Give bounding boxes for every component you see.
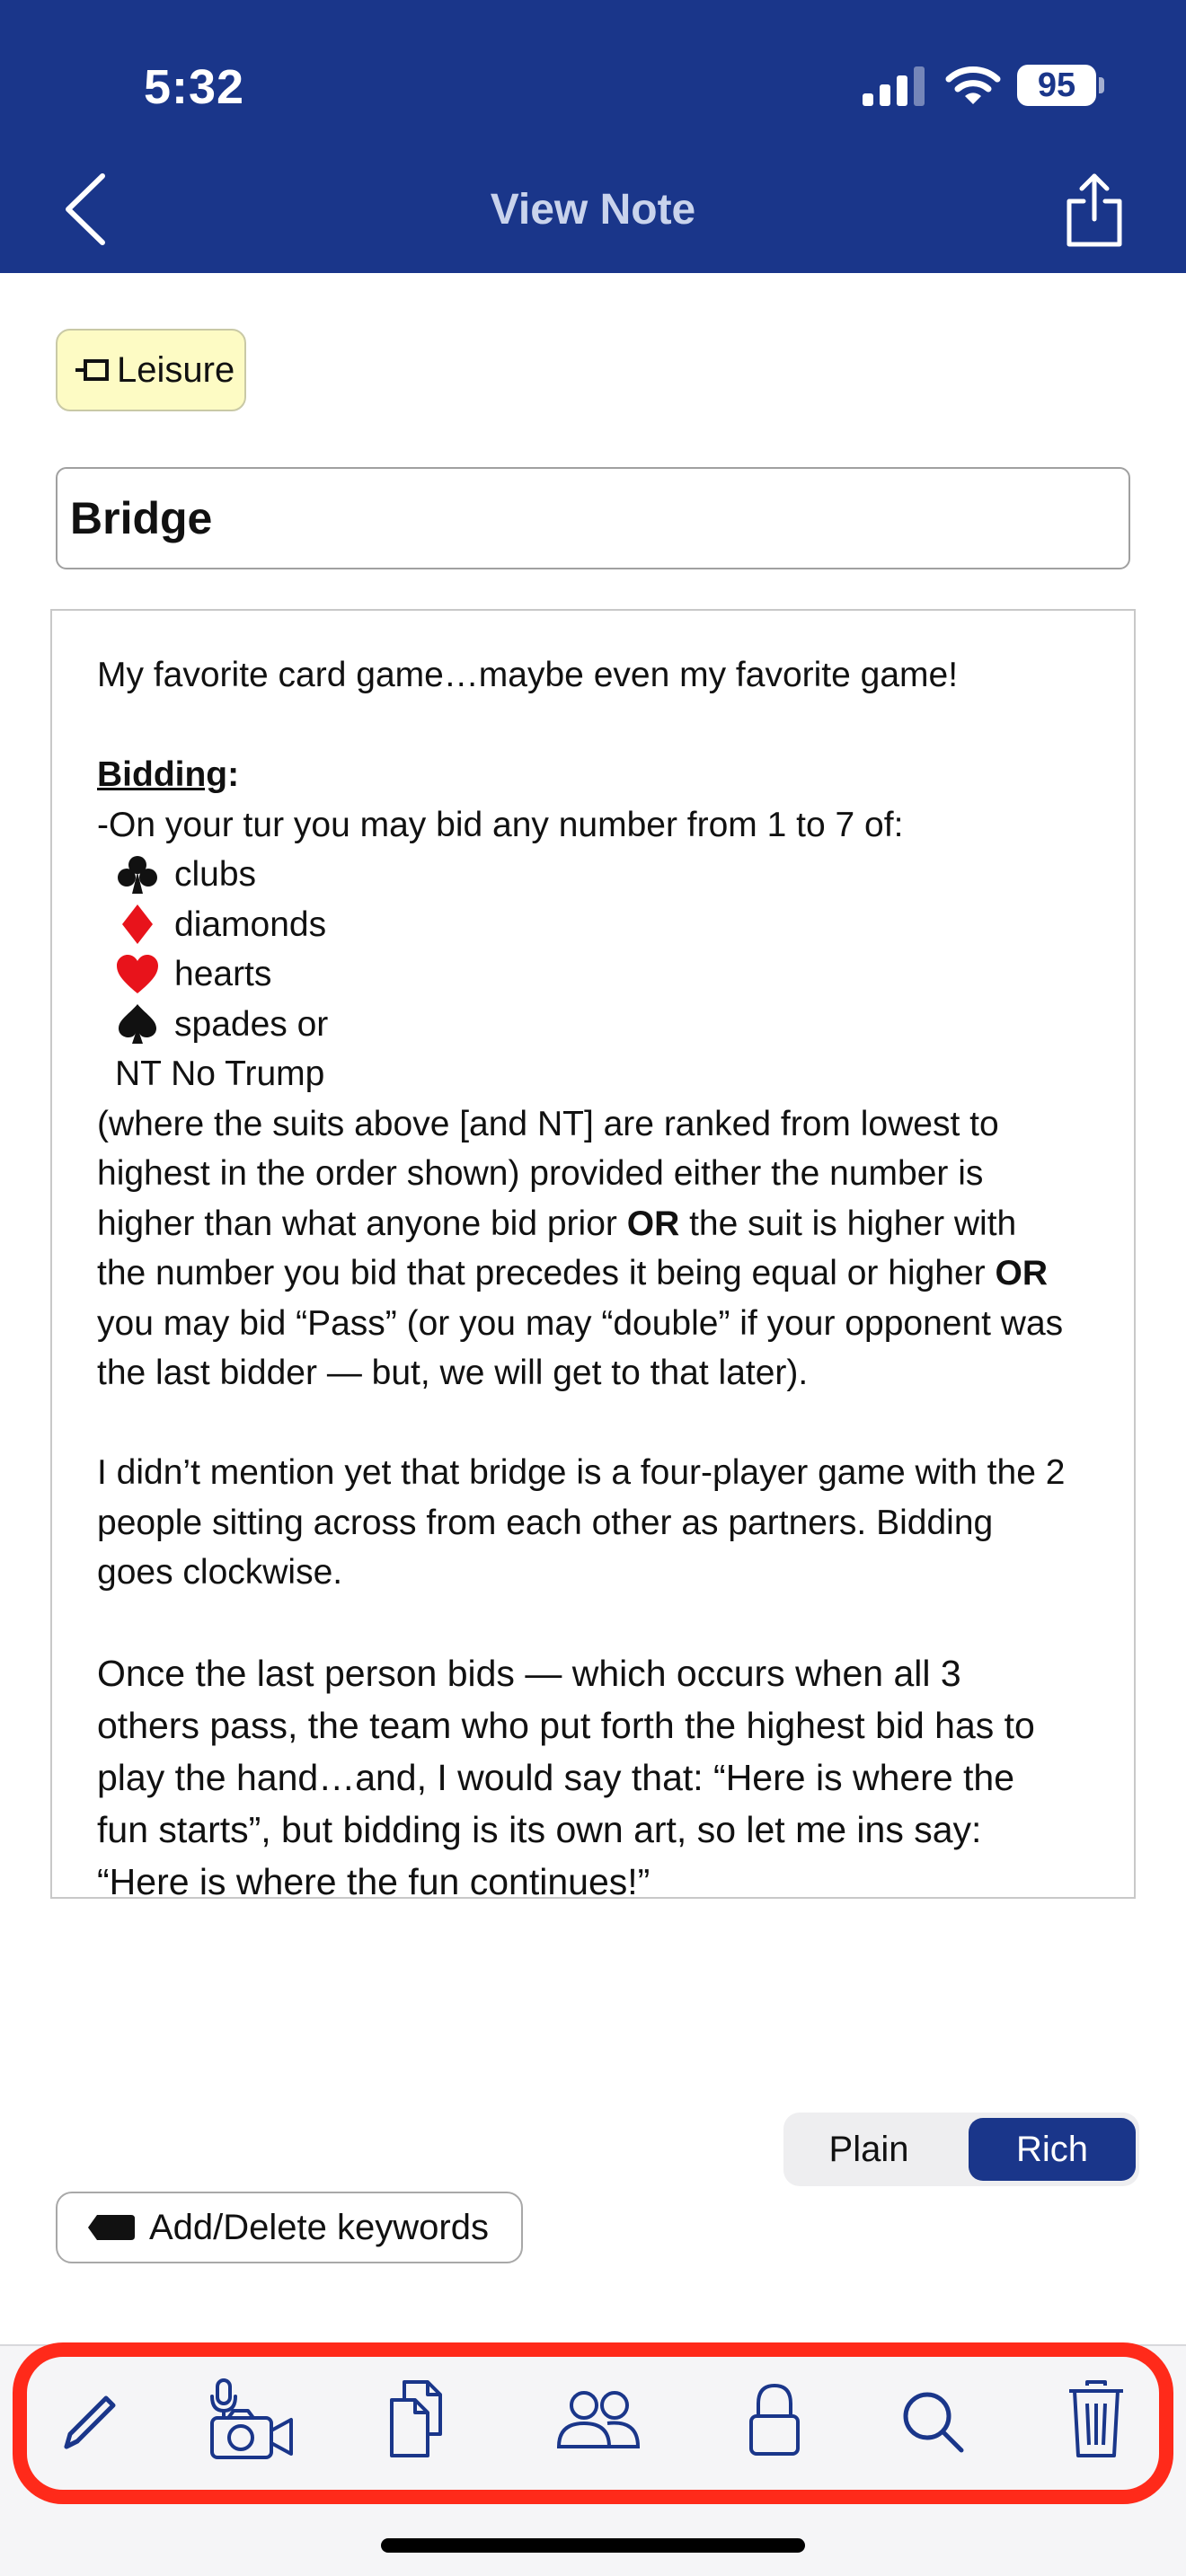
note-text-line: play the hand…and, I would say that: “Here is where the (97, 1757, 1015, 1798)
suit-row-spades (97, 1000, 1089, 1050)
home-indicator (381, 2538, 805, 2553)
keywords-button-label: Add/Delete keywords (149, 2207, 489, 2247)
share-icon (1069, 176, 1120, 244)
suit-label: diamonds (174, 904, 327, 944)
note-text-line: (where the suits above [and NT] are ranked from lowest to (97, 1104, 999, 1143)
blank-line (97, 1598, 1089, 1648)
text-segment: the number you bid that precedes it being equal or higher (97, 1254, 996, 1292)
rich-mode-option[interactable]: Rich (969, 2118, 1136, 2181)
wifi-icon (945, 63, 1001, 106)
note-body-editor[interactable] (50, 609, 1136, 1899)
delete-button[interactable] (1066, 2378, 1127, 2459)
suit-row-diamonds (97, 900, 1089, 950)
battery-indicator (1017, 65, 1103, 106)
share-with-people-button[interactable] (553, 2378, 643, 2459)
page-title: View Note (490, 186, 696, 234)
cellular-signal-icon (863, 66, 925, 106)
bidding-heading (97, 750, 1089, 800)
add-delete-keywords-button[interactable] (56, 2192, 523, 2263)
blank-line (97, 701, 1089, 751)
spades-icon (115, 1003, 160, 1045)
note-text-line: fun starts”, but bidding is its own art, so let me ins say: (97, 1809, 982, 1850)
category-label: Leisure (117, 349, 235, 390)
note-text-line: people sitting across from each other as partners. Bidding (97, 1503, 994, 1542)
note-text-line: “Here is where the fun continues!” (97, 1861, 651, 1899)
category-chip[interactable] (56, 329, 246, 411)
diamonds-icon (115, 904, 160, 945)
note-text-line: I didn’t mention yet that bridge is a four-player game with the 2 (97, 1453, 1066, 1492)
suit-row-clubs (97, 850, 1089, 900)
note-title-field[interactable]: Bridge (56, 467, 1130, 569)
battery-tip (1099, 77, 1104, 93)
bid-rule: -On your tur you may bid any number from 1 to 7 of: (97, 805, 904, 844)
note-intro: My favorite card game…maybe even my favorite game! (97, 656, 959, 694)
text-segment: higher than what anyone bid prior (97, 1204, 627, 1243)
media-button[interactable] (207, 2378, 296, 2459)
battery-level: 95 (1037, 66, 1076, 104)
note-text-line: highest in the order shown) provided either the number is (97, 1154, 984, 1193)
note-text-line (97, 1199, 1089, 1249)
search-icon (906, 2395, 961, 2450)
note-text-line (97, 1248, 1089, 1299)
bidding-heading-text: Bidding (97, 755, 228, 794)
copy-icon (392, 2382, 440, 2456)
note-text-line: Once the last person bids — which occurs when all 3 (97, 1653, 961, 1694)
bold-or: OR (995, 1254, 1048, 1292)
clubs-icon (115, 854, 160, 895)
search-button[interactable] (898, 2378, 967, 2459)
text-segment: the suit is higher with (679, 1204, 1017, 1243)
people-icon (559, 2393, 638, 2447)
edit-button[interactable] (56, 2378, 119, 2459)
bidding-colon: : (227, 755, 240, 794)
share-button[interactable] (1062, 171, 1127, 250)
trash-icon (1069, 2382, 1123, 2456)
tag-icon (88, 2215, 135, 2240)
copy-button[interactable] (385, 2378, 447, 2459)
hearts-icon (115, 954, 160, 995)
suit-label: hearts (174, 955, 272, 993)
note-text-line: the last bidder — but, we will get to that later). (97, 1354, 809, 1392)
bold-or: OR (626, 1204, 680, 1243)
plain-mode-option[interactable]: Plain (828, 2130, 909, 2169)
tag-outline-icon (74, 357, 111, 384)
note-text-line: goes clockwise. (97, 1553, 343, 1592)
status-time: 5:32 (144, 60, 245, 114)
text-mode-toggle (783, 2113, 1139, 2186)
suit-row-hearts (97, 949, 1089, 1000)
lock-icon (751, 2386, 798, 2454)
pencil-icon (66, 2398, 113, 2447)
no-trump-row: NT No Trump (115, 1054, 325, 1093)
note-text-line: others pass, the team who put forth the highest bid has to (97, 1705, 1035, 1746)
mic-camera-icon (212, 2380, 291, 2457)
note-text-line: you may bid “Pass” (or you may “double” if your opponent was (97, 1303, 1064, 1343)
blank-line (97, 1398, 1089, 1449)
suit-label: spades or (174, 1004, 329, 1044)
suit-label: clubs (174, 855, 257, 894)
lock-button[interactable] (746, 2378, 803, 2459)
